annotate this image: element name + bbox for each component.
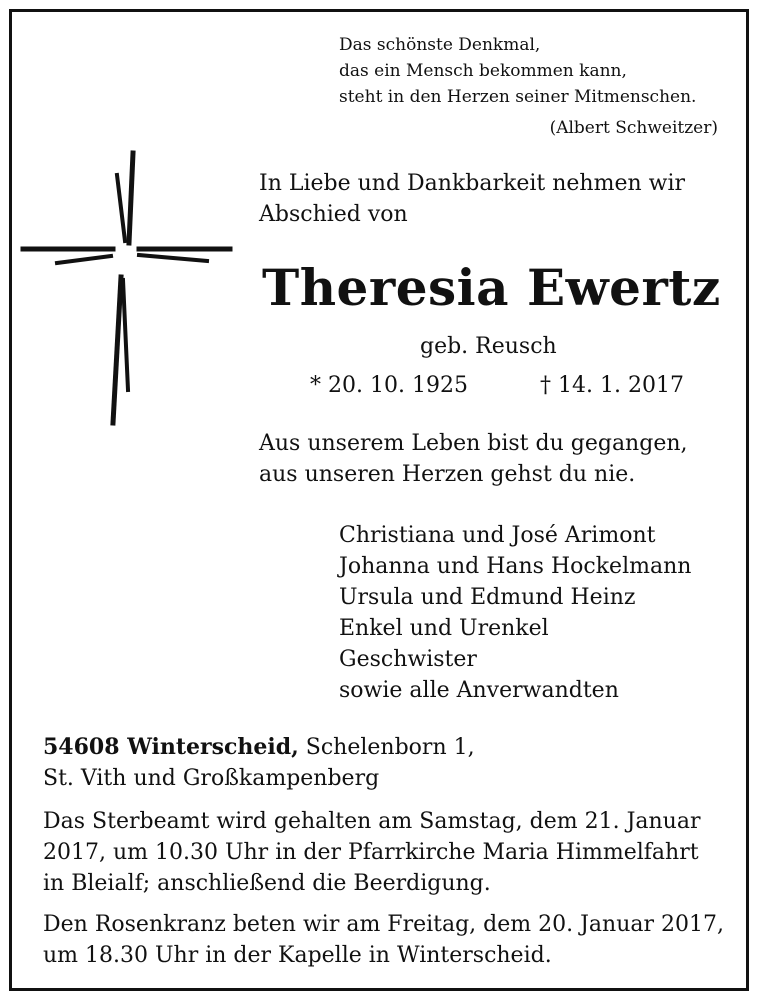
address-town: 54608 Winterscheid, — [43, 734, 299, 760]
intro-line: In Liebe und Dankbarkeit nehmen wir — [259, 171, 686, 196]
death-date: † 14. 1. 2017 — [540, 373, 684, 398]
quote-line: Das schönste Denkmal, — [339, 35, 541, 55]
mourner: Enkel und Urenkel — [339, 616, 549, 641]
mourner: sowie alle Anverwandten — [339, 678, 619, 703]
intro-text — [259, 168, 717, 230]
mourner: Geschwister — [339, 647, 477, 672]
cross-icon — [15, 145, 240, 430]
mourner: Johanna und Hans Hockelmann — [339, 554, 692, 579]
quote-author: (Albert Schweitzer) — [549, 118, 718, 138]
service-line: in Bleialf; anschließend die Beerdigung. — [43, 871, 491, 896]
deceased-name: Theresia Ewertz — [262, 258, 721, 317]
address — [43, 732, 475, 794]
rosary-line: um 18.30 Uhr in der Kapelle in Winterscheid. — [43, 943, 552, 968]
funeral-service-info — [43, 806, 701, 899]
address-line-1 — [43, 732, 475, 763]
intro-line: Abschied von — [259, 202, 408, 227]
verse-line: aus unseren Herzen gehst du nie. — [259, 462, 636, 487]
service-line: 2017, um 10.30 Uhr in der Pfarrkirche Maria Himmelfahrt — [43, 840, 699, 865]
maiden-name: geb. Reusch — [420, 334, 557, 359]
service-line: Das Sterbeamt wird gehalten am Samstag, dem 21. Januar — [43, 809, 701, 834]
rosary-info — [43, 909, 724, 971]
verse — [259, 428, 688, 490]
mourners-list — [339, 520, 691, 706]
quote-line: steht in den Herzen seiner Mitmenschen. — [339, 87, 697, 107]
verse-line: Aus unserem Leben bist du gegangen, — [259, 431, 688, 456]
address-line-2: St. Vith und Großkampenberg — [43, 766, 380, 791]
mourner: Christiana und José Arimont — [339, 523, 656, 548]
rosary-line: Den Rosenkranz beten wir am Freitag, dem 20. Januar 2017, — [43, 912, 724, 937]
birth-date: * 20. 10. 1925 — [310, 373, 468, 398]
quote-line: das ein Mensch bekommen kann, — [339, 61, 627, 81]
mourner: Ursula und Edmund Heinz — [339, 585, 636, 610]
address-street: Schelenborn 1, — [298, 735, 475, 760]
quote — [339, 32, 696, 110]
